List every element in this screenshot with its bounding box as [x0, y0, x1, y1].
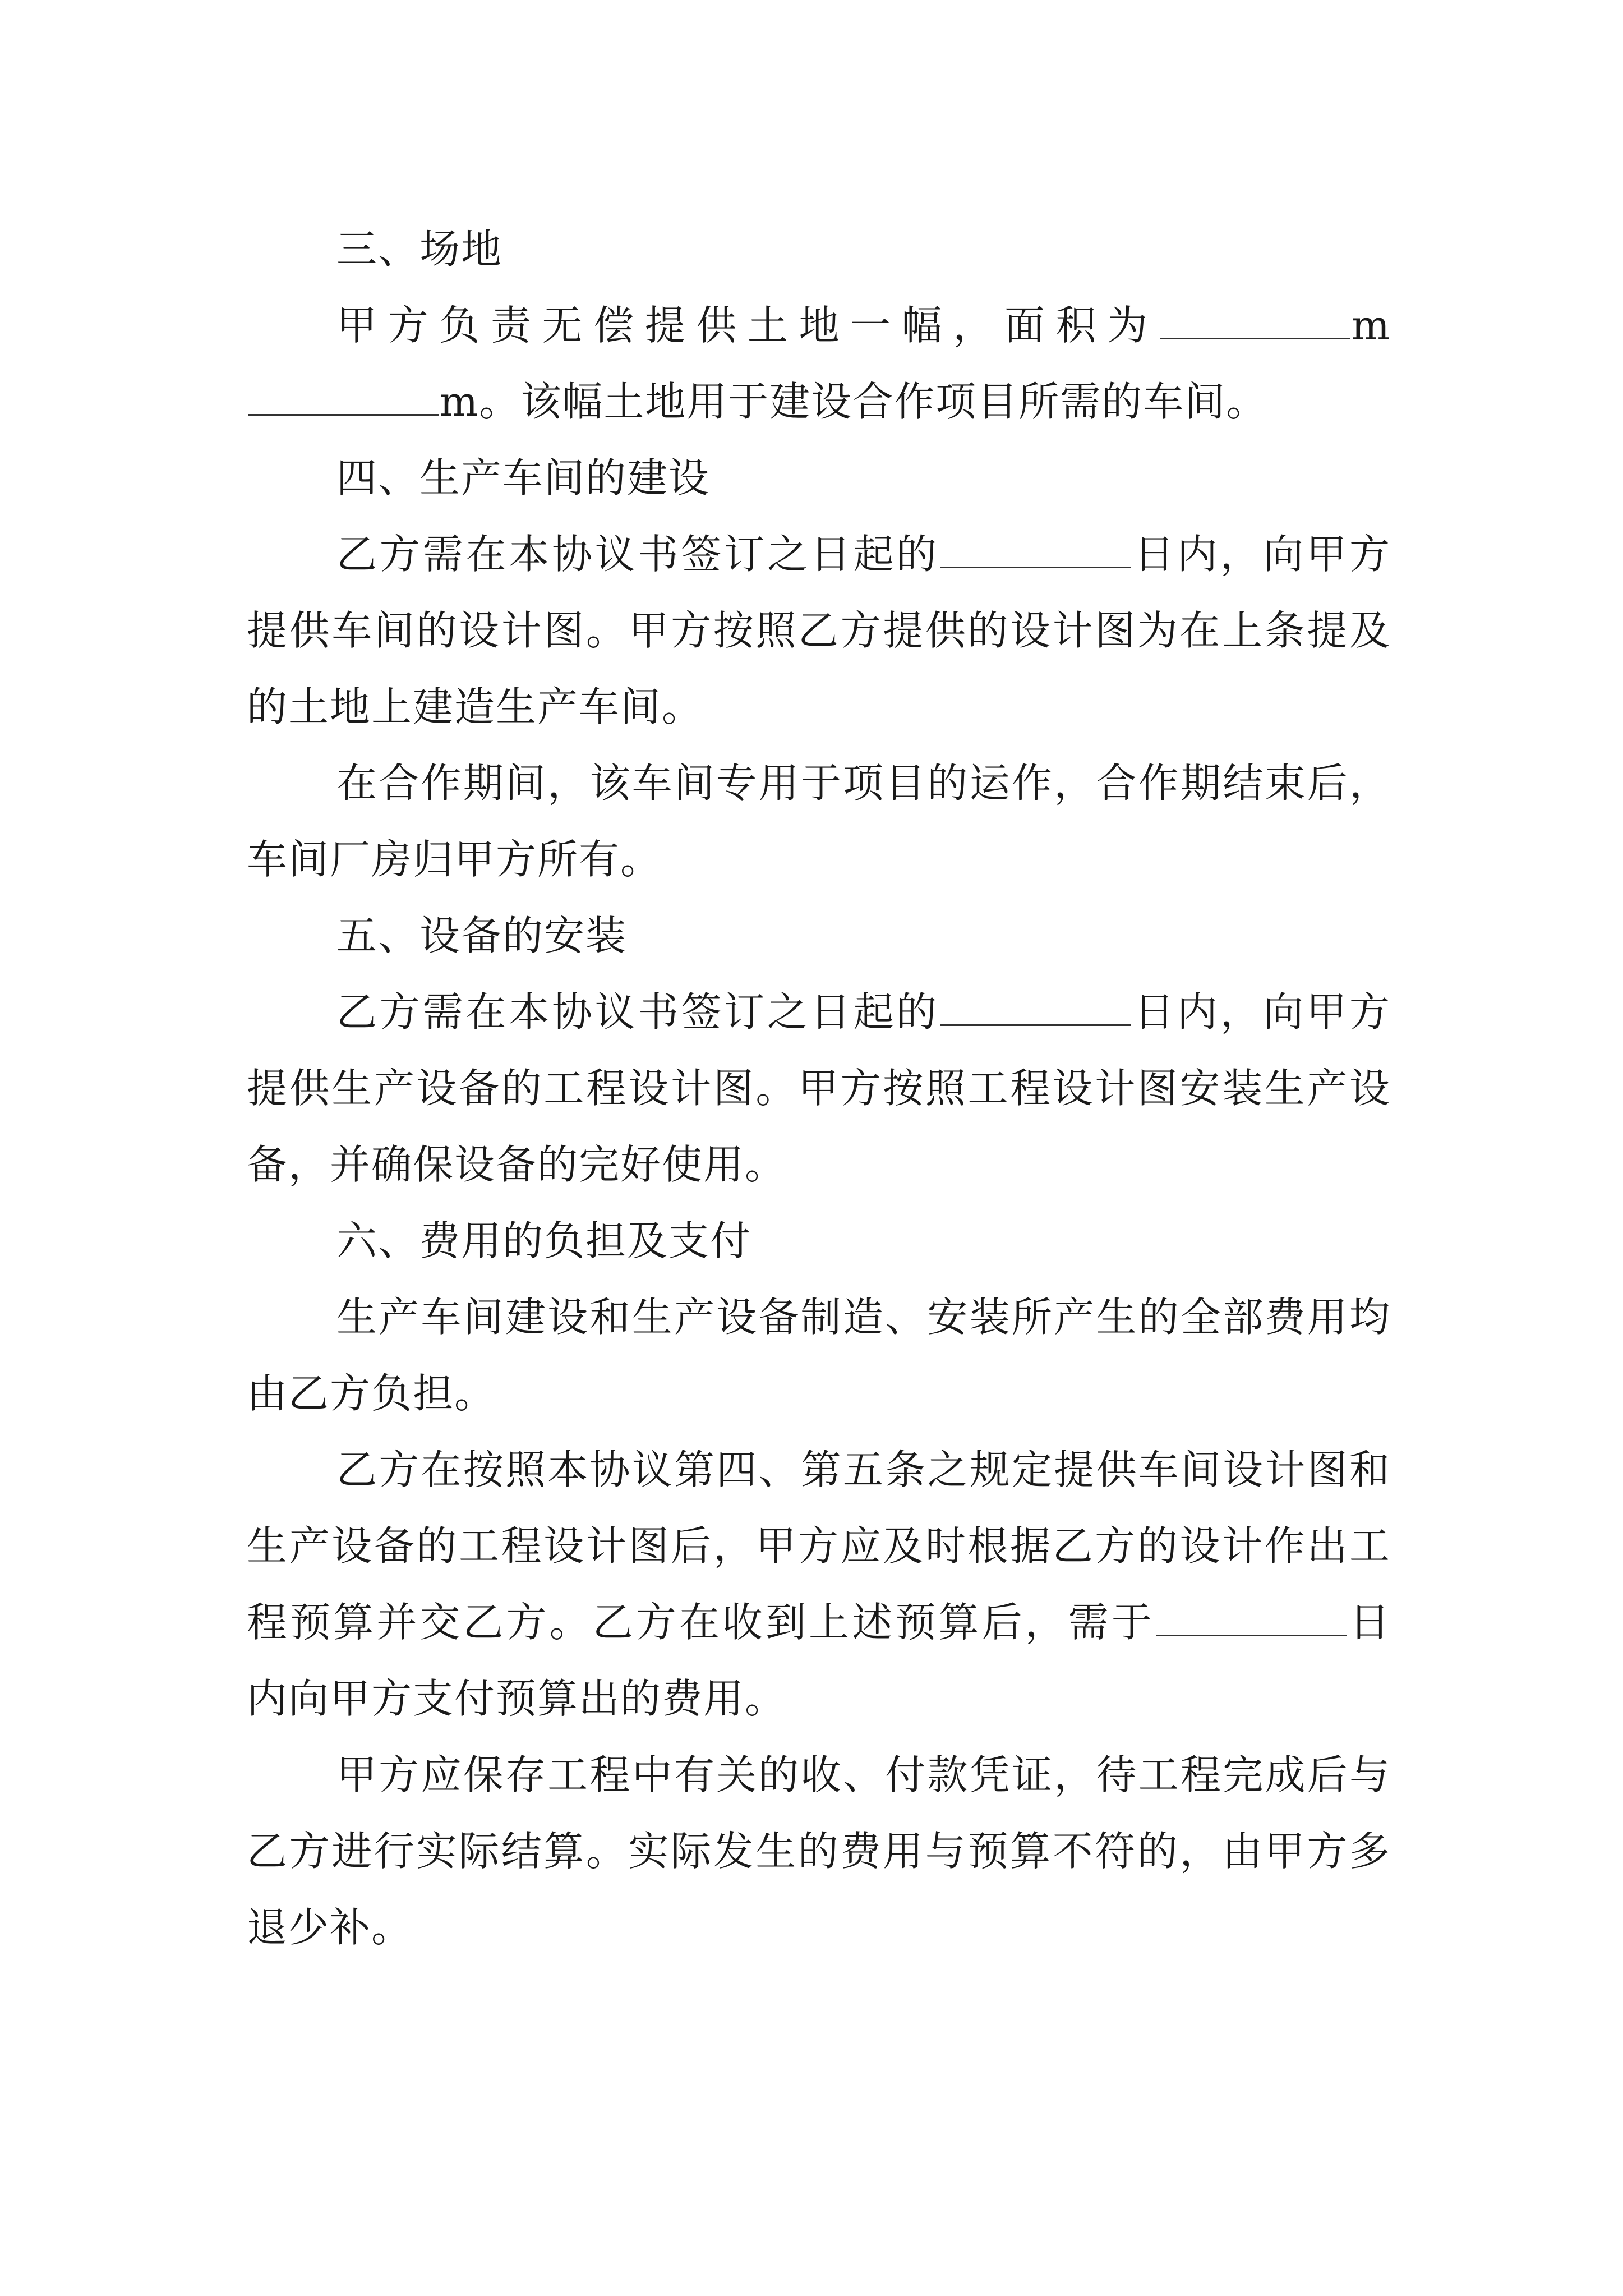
blank-line — [1160, 302, 1350, 339]
text-run: 日内，向甲方提供车间的设计图。甲方按照乙方提供的设计图为在上条提及的土地上建造生产车间。 — [247, 531, 1391, 730]
section-heading-costs: 六、费用的负担及支付 — [336, 1217, 752, 1264]
blank-line — [940, 988, 1131, 1026]
text-run: 乙方需在本协议书签订之日起的 — [336, 531, 940, 578]
blank-line — [1156, 1599, 1347, 1636]
paragraph-workshop-design — [247, 516, 1391, 745]
paragraph-costs-settlement: 甲方应保存工程中有关的收、付款凭证，待工程完成后与乙方进行实际结算。实际发生的费用与预算不符的，由甲方多退少补。 — [247, 1751, 1391, 1951]
text-run: 乙方需在本协议书签订之日起的 — [336, 988, 940, 1036]
unit-text: m — [440, 378, 479, 425]
section-heading-equipment-installation: 五、设备的安装 — [336, 912, 628, 959]
paragraph-costs-borne: 生产车间建设和生产设备制造、安装所产生的全部费用均由乙方负担。 — [247, 1294, 1391, 1417]
text-run: 乙方在按照本协议第四、第五条之规定提供车间设计图和生产设备的工程设计图后，甲方应及时根据乙方的设计作出工程预算并交乙方。乙方在收到上述预算后，需于 — [247, 1446, 1391, 1646]
paragraph-venue-land — [247, 287, 1391, 440]
unit-text: m — [1351, 302, 1391, 349]
text-run: 。该幅土地用于建设合作项目所需的车间。 — [479, 378, 1268, 425]
section-heading-workshop-construction: 四、生产车间的建设 — [336, 454, 711, 501]
blank-line — [940, 531, 1131, 568]
text-run: 甲方负责无偿提供土地一幅，面积为 — [336, 302, 1159, 349]
blank-line — [248, 378, 439, 416]
paragraph-equipment-design — [247, 974, 1391, 1203]
document-body — [247, 211, 1391, 1966]
text-run: 日内向甲方支付预算出的费用。 — [247, 1599, 1391, 1722]
paragraph-workshop-ownership: 在合作期间，该车间专用于项目的运作，合作期结束后，车间厂房归甲方所有。 — [247, 760, 1391, 883]
paragraph-costs-budget — [247, 1432, 1391, 1737]
text-run: 日内，向甲方提供生产设备的工程设计图。甲方按照工程设计图安装生产设备，并确保设备的完好使用。 — [247, 988, 1391, 1188]
section-heading-venue: 三、场地 — [336, 226, 503, 273]
